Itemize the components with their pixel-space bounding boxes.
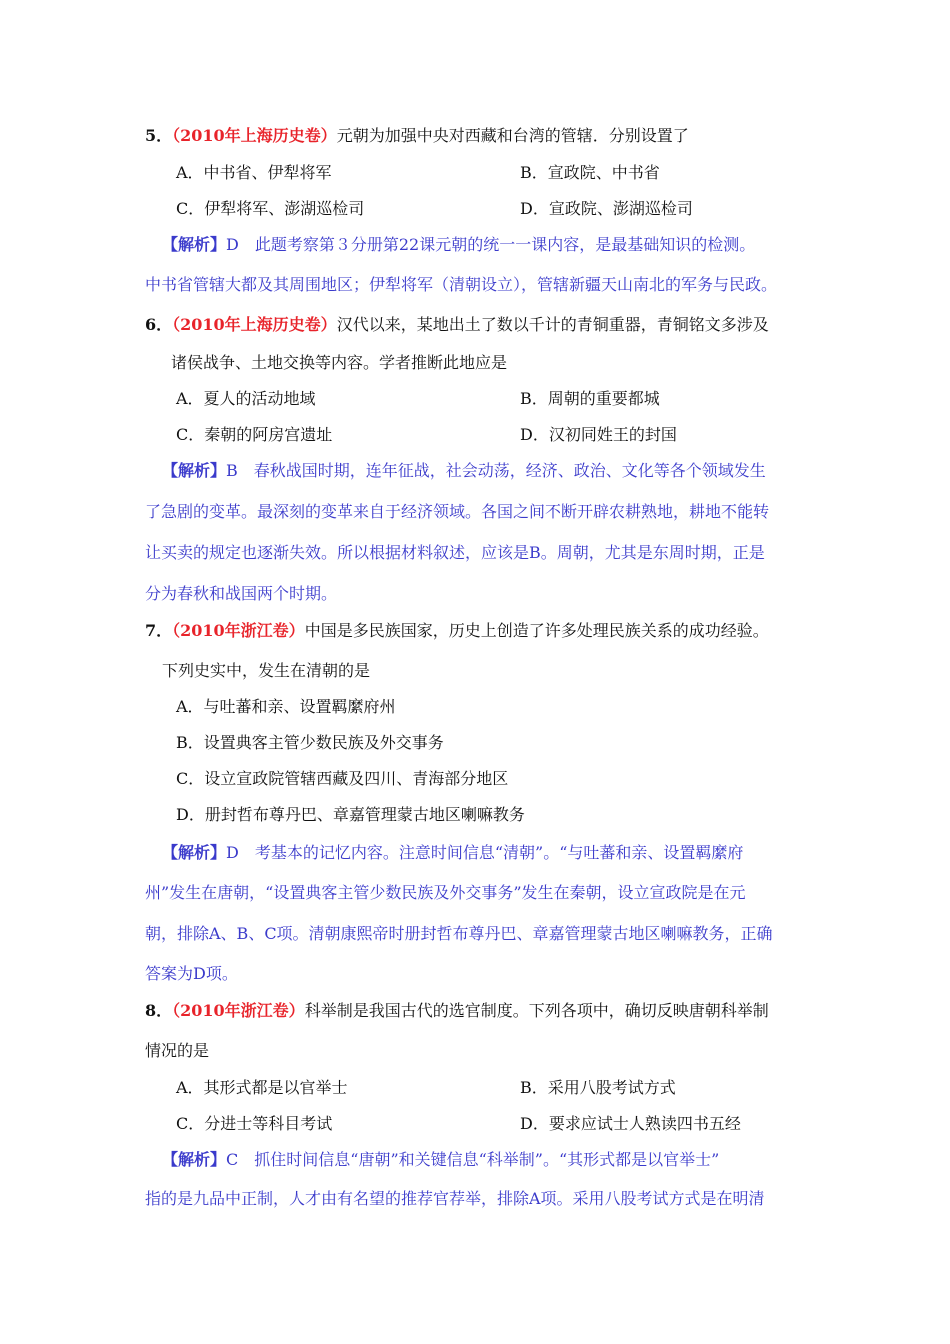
analysis-line: 指的是九品中正制，人才由有名望的推荐官荐举，排除A项。采用八股考试方式是在明清	[145, 1189, 765, 1208]
analysis-text: D 考基本的记忆内容。注意时间信息“清朝”。“与吐蕃和亲、设置羁縻府	[226, 843, 744, 862]
option-b: B．设置典客主管少数民族及外交事务	[176, 733, 444, 752]
analysis-line	[162, 461, 766, 481]
option-c: C．伊犁将军、澎湖巡检司	[176, 199, 365, 218]
option-d: D．汉初同姓王的封国	[520, 425, 677, 444]
question-stem: 元朝为加强中央对西藏和台湾的管辖．分别设置了	[336, 126, 689, 145]
analysis-line: 中书省管辖大都及其周围地区；伊犁将军（清朝设立），管辖新疆天山南北的军务与民政。	[145, 275, 778, 294]
option-c: C．设立宣政院管辖西藏及四川、青海部分地区	[176, 769, 509, 788]
analysis-line: 了急剧的变革。最深刻的变革来自于经济领域。各国之间不断开辟农耕熟地，耕地不能转	[145, 502, 770, 521]
option-a: A．其形式都是以官举士	[176, 1078, 348, 1097]
analysis-line: 朝，排除A、B、C项。清朝康熙帝时册封哲布尊丹巴、章嘉管理蒙古地区喇嘛教务，正确	[145, 924, 773, 943]
analysis-text: B 春秋战国时期，连年征战，社会动荡，经济、政治、文化等各个领域发生	[226, 461, 766, 480]
question-number: 8．	[145, 1001, 173, 1020]
analysis-line	[162, 235, 755, 255]
question-stem: 汉代以来，某地出土了数以千计的青铜重器，青铜铭文多涉及	[336, 315, 769, 334]
question-source: （2010年上海历史卷）	[172, 126, 337, 145]
option-c: C．分进士等科目考试	[176, 1114, 333, 1133]
analysis-line: 州”发生在唐朝，“设置典客主管少数民族及外交事务”发生在秦朝，设立宣政院是在元	[145, 883, 746, 902]
question-6-header	[145, 315, 769, 335]
question-source: （2010年浙江卷）	[172, 1001, 305, 1020]
option-b: B．采用八股考试方式	[520, 1078, 676, 1097]
question-number: 7．	[145, 621, 173, 640]
question-source: （2010年浙江卷）	[172, 621, 305, 640]
question-number: 6．	[145, 315, 173, 334]
analysis-line	[162, 843, 743, 863]
question-stem-continued: 下列史实中，发生在清朝的是	[162, 661, 371, 680]
option-d: D．要求应试士人熟读四书五经	[520, 1114, 741, 1133]
question-stem-continued: 情况的是	[145, 1041, 210, 1060]
option-c: C．秦朝的阿房宫遗址	[176, 425, 333, 444]
analysis-line: 让买卖的规定也逐渐失效。所以根据材料叙述，应该是B。周朝，尤其是东周时期，正是	[145, 543, 765, 562]
option-b: B．周朝的重要都城	[520, 389, 660, 408]
option-a: A．与吐蕃和亲、设置羁縻府州	[176, 697, 396, 716]
option-d: D．宣政院、澎湖巡检司	[520, 199, 693, 218]
option-d: D．册封哲布尊丹巴、章嘉管理蒙古地区喇嘛教务	[176, 805, 525, 824]
analysis-text: D 此题考察第３分册第22课元朝的统一一课内容，是最基础知识的检测。	[226, 235, 756, 254]
analysis-line	[162, 1150, 719, 1170]
question-stem: 科举制是我国古代的选官制度。下列各项中，确切反映唐朝科举制	[304, 1001, 769, 1020]
analysis-tag: 【解析】	[162, 461, 227, 480]
option-a: A．夏人的活动地域	[176, 389, 316, 408]
analysis-tag: 【解析】	[162, 1150, 227, 1169]
option-a: A．中书省、伊犁将军	[176, 163, 332, 182]
question-8-header	[145, 1001, 769, 1021]
question-number: 5．	[145, 126, 173, 145]
question-source: （2010年上海历史卷）	[172, 315, 337, 334]
analysis-tag: 【解析】	[162, 843, 227, 862]
question-5-header	[145, 126, 689, 146]
analysis-text: C 抓住时间信息“唐朝”和关键信息“科举制”。“其形式都是以官举士”	[226, 1150, 720, 1169]
analysis-tag: 【解析】	[162, 235, 227, 254]
question-7-header	[145, 621, 769, 641]
analysis-line: 分为春秋和战国两个时期。	[145, 584, 338, 603]
question-stem-continued: 诸侯战争、土地交换等内容。学者推断此地应是	[171, 353, 508, 372]
question-stem: 中国是多民族国家，历史上创造了许多处理民族关系的成功经验。	[304, 621, 769, 640]
option-b: B．宣政院、中书省	[520, 163, 660, 182]
analysis-line: 答案为D项。	[145, 964, 238, 983]
